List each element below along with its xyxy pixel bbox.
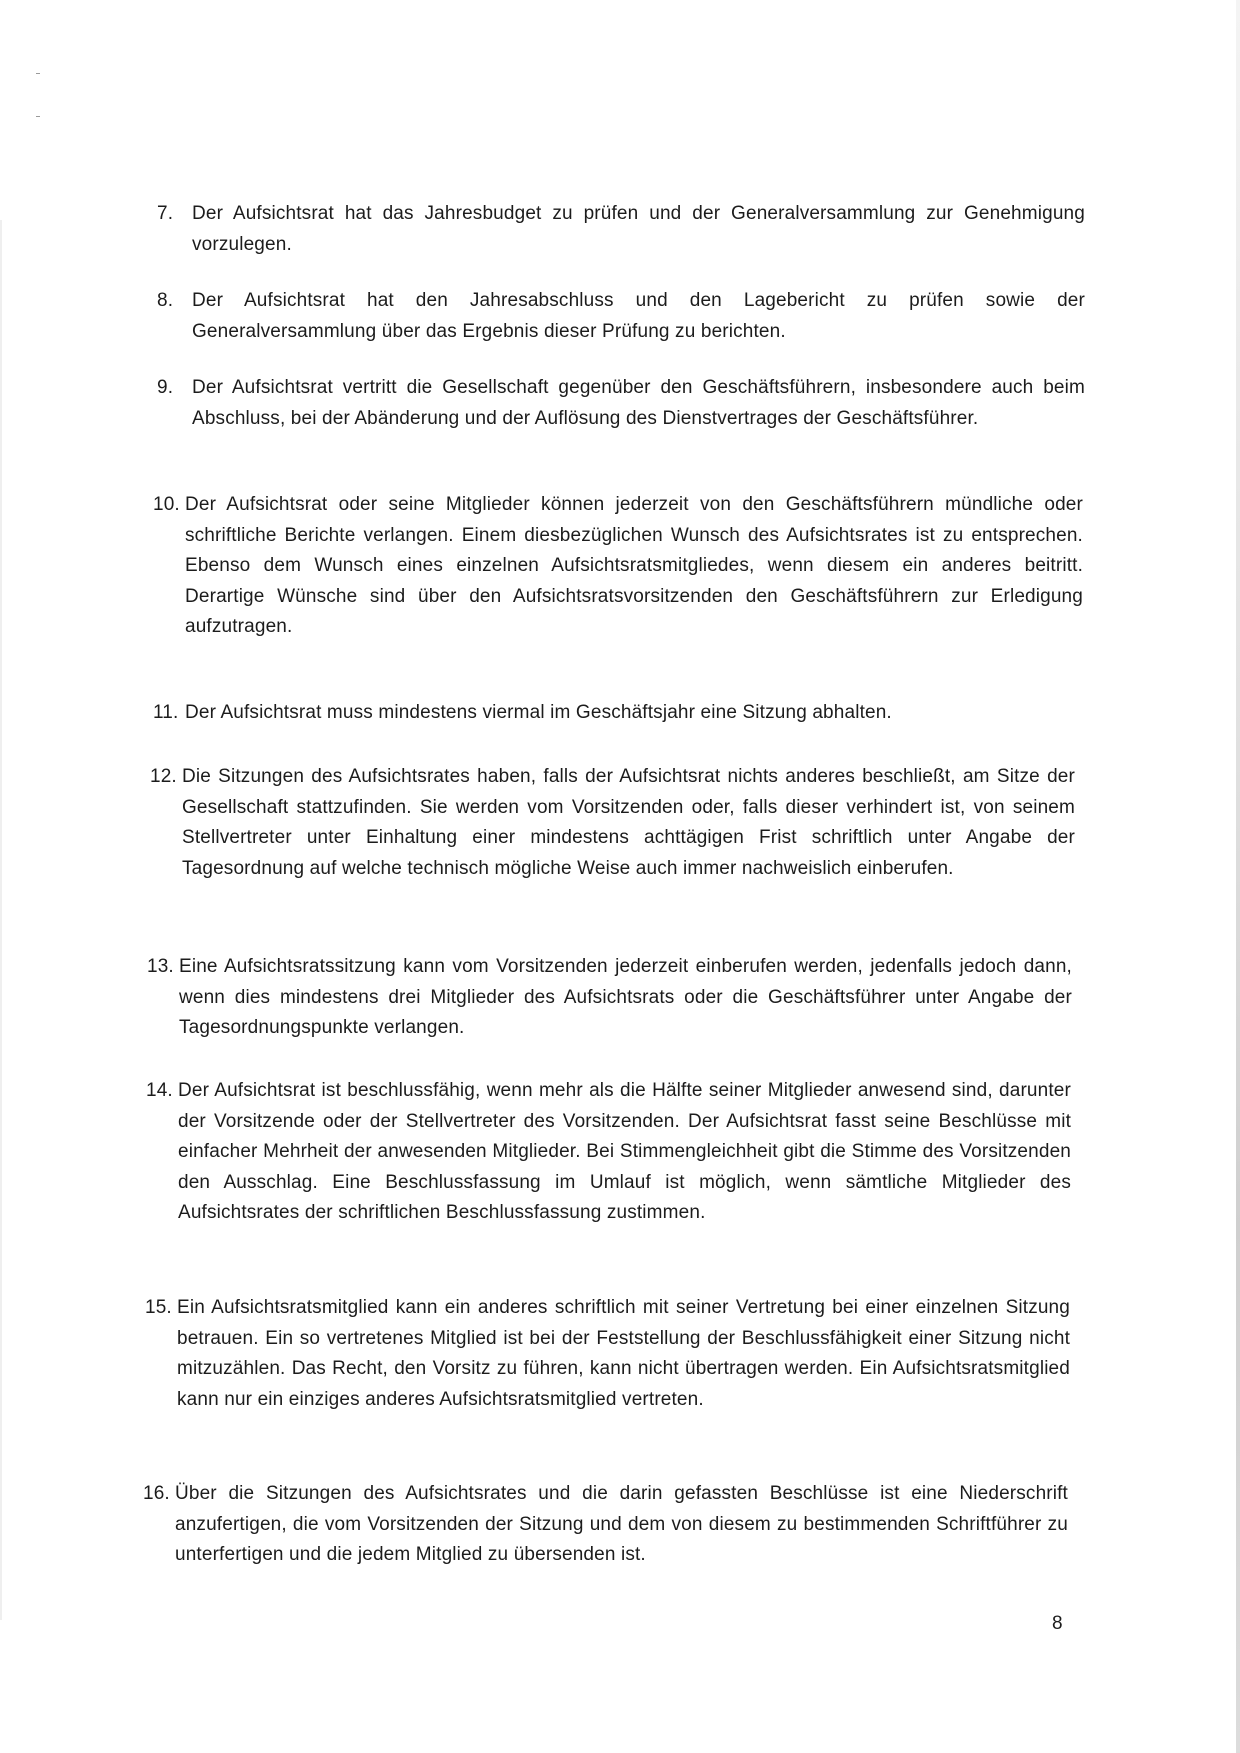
clause-text: Die Sitzungen des Aufsichtsrates haben, falls der Aufsichtsrat nichts anderes beschließt, am Sitze der Gesellschaft stattzufinden. Sie werden vom Vorsitzenden oder, falls dieser verhindert ist, von seinem Stellvertreter unter Einhaltung einer mindestens achttägigen Frist schriftlich unter Angabe der Tagesordnung auf welche technisch mögliche Weise auch immer nachweislich einberufen.: [182, 766, 1075, 879]
clause-number: 10.: [153, 494, 180, 515]
clause-number: 15.: [145, 1297, 172, 1318]
clause-number: 16.: [143, 1483, 170, 1504]
clause-16: [143, 1479, 1068, 1571]
clause-text: Der Aufsichtsrat muss mindestens viermal im Geschäftsjahr eine Sitzung abhalten.: [185, 702, 892, 723]
clause-text: Der Aufsichtsrat hat das Jahresbudget zu prüfen und der Generalversammlung zur Genehmigung vorzulegen.: [192, 203, 1085, 255]
scan-mark: [36, 73, 40, 74]
clause-text: Ein Aufsichtsratsmitglied kann ein anderes schriftlich mit seiner Vertretung bei einer einzelnen Sitzung betrauen. Ein so vertretenes Mitglied ist bei der Feststellung der Beschlussfähigkeit einer Sitzung nicht mitzuzählen. Das Recht, den Vorsitz zu führen, kann nicht übertragen werden. Ein Aufsichtsratsmitglied kann nur ein einziges anderes Aufsichtsratsmitglied vertreten.: [177, 1297, 1070, 1410]
scan-edge-left: [0, 220, 2, 1620]
clause-text: Der Aufsichtsrat ist beschlussfähig, wenn mehr als die Hälfte seiner Mitglieder anwesend sind, darunter der Vorsitzende oder der Stellvertreter des Vorsitzenden. Der Aufsichtsrat fasst seine Beschlüsse mit einfacher Mehrheit der anwesenden Mitglieder. Bei Stimmengleichheit gibt die Stimme des Vorsitzenden den Ausschlag. Eine Beschlussfassung im Umlauf ist möglich, wenn sämtliche Mitglieder des Aufsichtsrates der schriftlichen Beschlussfassung zustimmen.: [178, 1080, 1071, 1223]
clause-number: 14.: [146, 1080, 173, 1101]
clause-number: 11.: [153, 702, 179, 723]
clause-number: 7.: [157, 203, 174, 224]
clause-10: [153, 490, 1083, 643]
clause-11: [153, 698, 1083, 729]
clause-number: 13.: [147, 956, 174, 977]
clause-7: [157, 199, 1085, 260]
clause-text: Der Aufsichtsrat hat den Jahresabschluss und den Lagebericht zu prüfen sowie der Generalversammlung über das Ergebnis dieser Prüfung zu berichten.: [192, 290, 1085, 342]
clause-text: Der Aufsichtsrat oder seine Mitglieder können jederzeit von den Geschäftsführern mündliche oder schriftliche Berichte verlangen. Einem diesbezüglichen Wunsch des Aufsichtsrates ist zu entsprechen. Ebenso dem Wunsch eines einzelnen Aufsichtsratsmitgliedes, wenn diesem ein anderes beitritt. Derartige Wünsche sind über den Aufsichtsratsvorsitzenden den Geschäftsführern zur Erledigung aufzutragen.: [185, 494, 1083, 637]
clause-number: 8.: [157, 290, 174, 311]
scan-edge-shadow: [1236, 0, 1240, 1753]
clause-number: 9.: [157, 377, 174, 398]
clause-15: [145, 1293, 1070, 1415]
clause-13: [147, 952, 1072, 1044]
clause-text: Über die Sitzungen des Aufsichtsrates und die darin gefassten Beschlüsse ist eine Niederschrift anzufertigen, die vom Vorsitzenden der Sitzung und dem von diesem zu bestimmenden Schriftführer zu unterfertigen und die jedem Mitglied zu übersenden ist.: [175, 1483, 1068, 1565]
clause-number: 12.: [150, 766, 177, 787]
clause-text: Eine Aufsichtsratssitzung kann vom Vorsitzenden jederzeit einberufen werden, jedenfalls jedoch dann, wenn dies mindestens drei Mitglieder des Aufsichtsrats oder die Geschäftsführer unter Angabe der Tagesordnungspunkte verlangen.: [179, 956, 1072, 1038]
scan-mark: [36, 116, 40, 117]
clause-9: [157, 373, 1085, 434]
page-number: 8: [1052, 1613, 1063, 1634]
clause-12: [150, 762, 1075, 884]
clause-14: [146, 1076, 1071, 1229]
clause-8: [157, 286, 1085, 347]
clause-text: Der Aufsichtsrat vertritt die Gesellschaft gegenüber den Geschäftsführern, insbesondere auch beim Abschluss, bei der Abänderung und der Auflösung des Dienstvertrages der Geschäftsführer.: [192, 377, 1085, 429]
